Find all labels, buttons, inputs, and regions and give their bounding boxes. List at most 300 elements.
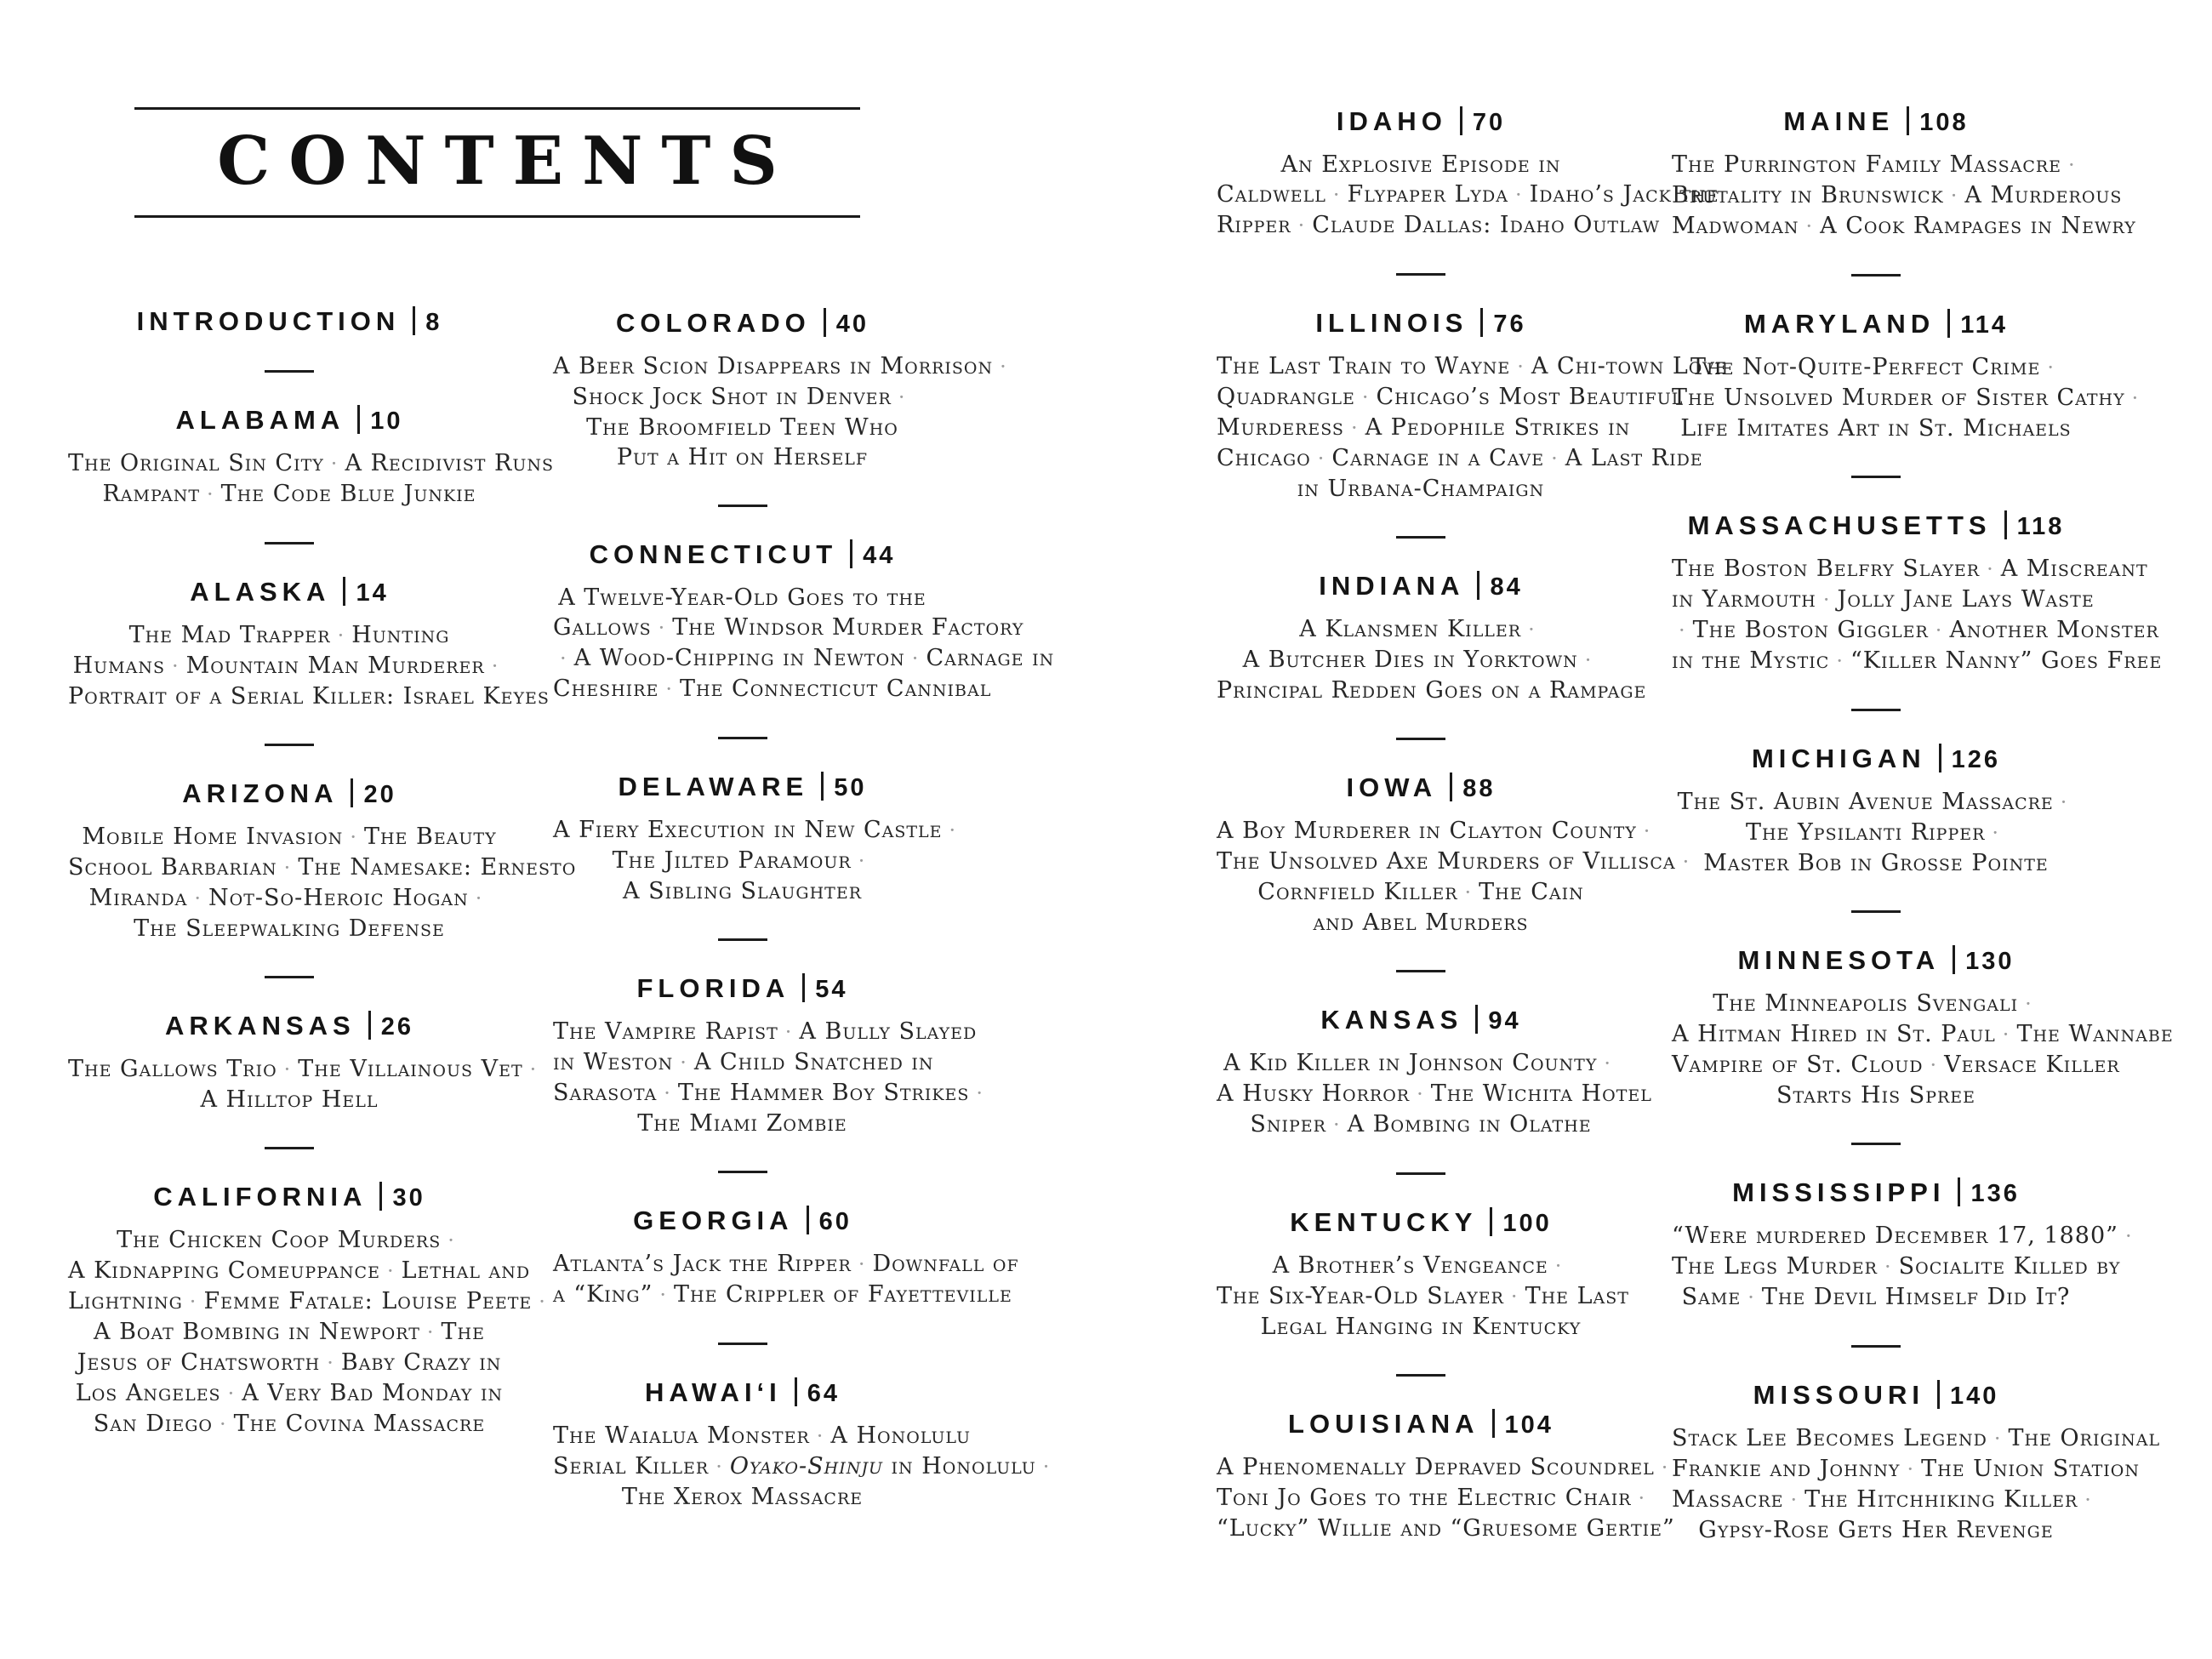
toc-section-introduction [68,306,510,338]
chapter-line [1672,848,2080,878]
italic-chapter-title: Oyako-Shinju [729,1453,883,1479]
chapter-title: Mountain Man Murderer [185,653,485,679]
chapter-line [1217,908,1625,938]
chapter-title: The Purrington Family Massacre [1672,151,2062,178]
chapter-title: The Broomfield Teen Who [586,414,898,441]
chapter-line [1217,210,1661,241]
separator-dot-icon: · [189,1290,197,1314]
section-divider [1396,1172,1445,1175]
separator-dot-icon: · [1350,416,1359,440]
chapter-title: Sniper [1250,1111,1326,1137]
separator-dot-icon: · [1514,183,1523,207]
chapter-line [553,351,1007,382]
chapter-list [68,1054,538,1115]
toc-section-california [68,1182,546,1440]
section-page-number: 40 [835,311,869,338]
toc-section-florida [553,973,984,1138]
heading-divider-bar-icon [343,577,345,606]
section-divider [265,542,314,544]
section-divider [1851,1143,1901,1145]
chapter-title: Massacre [1672,1486,1784,1513]
chapter-title: Carnage in a Cave [1331,445,1545,471]
toc-section-delaware [553,772,957,906]
section-heading [68,1182,510,1213]
heading-divider-bar-icon [1475,1005,1478,1034]
chapter-title: Versace Killer [1944,1052,2120,1078]
section-divider [1851,274,1901,276]
chapter-title: The Unsolved Axe Murders of Villisca [1217,848,1676,875]
separator-dot-icon: · [2060,790,2068,814]
chapter-list [1672,989,2174,1110]
section-heading [1217,571,1625,602]
chapter-line [553,1078,984,1109]
state-name: ALASKA [190,577,331,607]
contents-title-block [134,107,860,218]
separator-dot-icon: · [1950,184,1958,208]
chapter-line [1672,646,2163,676]
heading-divider-bar-icon [1450,772,1452,801]
chapter-title: The Devil Himself Did It? [1761,1284,2071,1310]
heading-divider-bar-icon [368,1011,371,1040]
chapter-title: The Wannabe [2016,1021,2174,1047]
chapter-list [553,351,1007,472]
chapter-title: Gypsy-Rose Gets Her Revenge [1698,1517,2054,1543]
chapter-line [68,448,554,479]
heading-divider-bar-icon [1958,1177,1960,1206]
chapter-title: The Six-Year-Old Slayer [1217,1283,1504,1309]
chapter-title: Caldwell [1217,181,1326,208]
chapter-list [553,583,1055,704]
section-heading [1672,510,2080,542]
state-name: COLORADO [615,308,811,338]
separator-dot-icon: · [1790,1488,1799,1512]
chapter-line [553,613,1024,643]
section-divider [265,1147,314,1149]
chapter-title: A Husky Horror [1217,1080,1411,1107]
section-heading [553,1377,932,1409]
chapter-title: Madwoman [1672,213,1799,239]
chapter-title: School Barbarian [68,854,277,881]
separator-dot-icon: · [1884,1255,1892,1279]
separator-dot-icon: · [1528,618,1536,641]
chapter-title: The Cain [1479,879,1584,905]
section-heading [1217,772,1625,804]
section-page-number: 20 [363,781,396,808]
chapter-title: The Boston Belfry Slayer [1672,556,1981,582]
chapter-line [68,914,510,944]
section-heading [1672,106,2080,138]
separator-dot-icon: · [1661,1456,1669,1479]
chapter-line [68,1317,510,1348]
section-page-number: 14 [356,579,389,607]
chapter-line [553,643,1055,674]
separator-dot-icon: · [784,1020,793,1044]
separator-dot-icon: · [1361,385,1370,409]
chapter-title: A Cook Rampages in Newry [1820,213,2136,239]
section-page-number: 104 [1504,1411,1554,1439]
chapter-line [1217,474,1625,504]
chapter-line [1672,554,2148,584]
separator-dot-icon: · [1517,355,1525,379]
state-name: CONNECTICUT [589,539,838,569]
chapter-line [1217,1281,1629,1312]
separator-dot-icon: · [1987,557,1994,581]
chapter-title: Put a Hit on Herself [616,444,869,470]
separator-dot-icon: · [350,825,357,849]
chapter-list [1217,1048,1652,1140]
separator-dot-icon: · [1417,1082,1424,1106]
chapter-title: San Diego [93,1411,213,1437]
chapter-list [68,448,554,510]
chapter-title: The Last Train to Wayne [1217,353,1511,379]
state-name: MARYLAND [1743,309,1936,339]
chapter-title: in Weston [553,1049,674,1075]
state-name: INTRODUCTION [136,306,401,336]
separator-dot-icon: · [2002,1023,2010,1046]
chapter-title: Starts His Spree [1776,1082,1976,1109]
chapter-title: A Kidnapping Comeuppance [68,1257,380,1284]
chapter-title: and Abel Murders [1313,909,1529,936]
chapter-title: The Namesake: Ernesto [298,854,577,881]
section-heading [1217,1207,1625,1239]
section-page-number: 100 [1502,1210,1552,1237]
chapter-line [68,1256,531,1286]
toc-section-alaska [68,577,550,711]
toc-section-hawai-i [553,1377,1051,1512]
chapter-list [1672,150,2136,242]
chapter-title: Downfall of [872,1251,1019,1277]
separator-dot-icon: · [219,1412,227,1436]
chapter-line [68,1286,546,1317]
section-page-number: 126 [1951,746,2001,773]
separator-dot-icon: · [2025,992,2032,1016]
section-page-number: 76 [1493,311,1526,338]
separator-dot-icon: · [1679,619,1686,642]
chapter-line [1672,1454,2141,1485]
chapter-line [1217,1312,1625,1342]
chapter-title: Cornfield Killer [1257,879,1458,905]
toc-section-arizona [68,778,577,944]
state-name: MICHIGAN [1751,744,1926,773]
state-name: ARIZONA [182,778,339,808]
chapter-title: The Crippler of Fayetteville [674,1281,1012,1308]
section-divider [718,1171,767,1173]
chapter-title: Not-So-Heroic Hogan [208,885,469,911]
separator-dot-icon: · [664,1081,671,1105]
chapter-line [68,1054,538,1085]
chapter-list [553,815,957,906]
section-divider [1851,709,1901,711]
chapter-title: The Last [1525,1283,1629,1309]
separator-dot-icon: · [2068,153,2076,177]
chapter-line [1217,413,1631,443]
chapter-title: The Beauty [363,824,497,850]
chapter-line [1217,1048,1625,1079]
chapter-title: A Sibling Slaughter [623,878,862,904]
state-name: MISSOURI [1753,1380,1924,1410]
chapter-title: A Recidivist Runs [345,450,554,476]
chapter-title: Los Angeles [75,1380,221,1406]
chapter-line [553,1249,1019,1280]
toc-section-kentucky [1217,1207,1629,1342]
section-page-number: 140 [1949,1382,1999,1410]
chapter-title: A Twelve-Year-Old Goes to the [558,584,926,611]
chapter-line [1672,1221,2133,1251]
chapter-title: The Original [2008,1425,2161,1451]
chapter-title: Life Imitates Art in St. Michaels [1680,415,2072,442]
separator-dot-icon: · [1993,1427,2002,1451]
chapter-title: Frankie and Johnny [1672,1456,1901,1482]
chapter-title: Socialite Killed by [1898,1253,2121,1280]
chapter-line [1672,352,2080,383]
heading-divider-bar-icon [850,539,852,568]
separator-dot-icon: · [2084,1488,2092,1512]
chapter-list [1672,787,2080,878]
separator-dot-icon: · [1805,214,1814,238]
toc-section-colorado [553,308,1007,472]
section-page-number: 54 [815,976,848,1003]
chapter-title: The Xerox Massacre [621,1484,864,1510]
chapter-list [553,1249,1019,1310]
section-heading [553,973,932,1005]
separator-dot-icon: · [1682,850,1690,874]
chapter-list [1672,1221,2133,1313]
chapter-line [1217,877,1625,908]
heading-divider-bar-icon [1480,308,1483,337]
chapter-line [68,822,510,852]
heading-divider-bar-icon [802,973,805,1002]
toc-column-1 [68,306,577,1440]
state-name: HAWAI‘I [644,1377,782,1407]
chapter-line [1672,1485,2092,1515]
chapter-title: An Explosive Episode in [1280,151,1561,178]
section-page-number: 60 [818,1208,852,1235]
chapter-line [68,852,577,883]
state-name: MASSACHUSETTS [1687,510,1992,540]
chapter-line [68,1085,510,1115]
separator-dot-icon: · [1554,1254,1563,1278]
section-heading [1672,1177,2080,1209]
separator-dot-icon: · [659,1283,668,1307]
separator-dot-icon: · [172,654,180,678]
chapter-title: A Child Snatched in [693,1049,934,1075]
section-page-number: 94 [1488,1007,1521,1035]
toc-section-maryland [1672,309,2140,443]
chapter-line [1217,1079,1652,1109]
chapter-line [1672,1515,2080,1545]
heading-divider-bar-icon [413,306,415,335]
section-page-number: 88 [1462,775,1496,802]
section-page-number: 114 [1960,311,2009,339]
toc-section-michigan [1672,744,2080,878]
heading-divider-bar-icon [1492,1409,1495,1438]
state-name: CALIFORNIA [153,1182,368,1211]
chapter-line [1672,1423,2161,1454]
chapter-list [1217,150,1719,241]
heading-divider-bar-icon [357,405,360,434]
chapter-title: Lightning [68,1288,183,1314]
state-name: DELAWARE [618,772,809,801]
chapter-line [553,442,932,472]
state-name: MINNESOTA [1737,945,1941,975]
chapter-title: The Not-Quite-Perfect Crime [1690,354,2041,380]
toc-column-4 [1672,106,2174,1545]
chapter-line [553,1017,978,1047]
chapter-title: Humans [72,653,166,679]
chapter-line [553,846,932,876]
separator-dot-icon: · [1992,821,2000,845]
chapter-title: A Last Ride [1565,445,1703,471]
chapter-title: The Connecticut Cannibal [680,676,992,702]
chapter-line [1217,1109,1625,1140]
chapter-title: Murderess [1217,414,1344,441]
section-divider [1851,910,1901,913]
toc-section-minnesota [1672,945,2174,1110]
chapter-title: Legal Hanging in Kentucky [1260,1314,1582,1340]
chapter-list [1217,1251,1629,1342]
chapter-title: Gallows [553,614,652,641]
chapter-title: Rampant [102,481,201,507]
chapter-title: A Very Bad Monday in [242,1380,504,1406]
toc-section-mississippi [1672,1177,2133,1313]
chapter-line [553,382,932,413]
heading-divider-bar-icon [1907,106,1909,135]
chapter-title: Atlanta’s Jack the Ripper [553,1251,852,1277]
chapter-title: Carnage in [926,645,1055,671]
chapter-list [553,1017,984,1138]
chapter-title: The Code Blue Junkie [220,481,476,507]
section-page-number: 50 [834,774,867,801]
chapter-list [1672,554,2163,676]
separator-dot-icon: · [898,385,906,409]
state-name: ALABAMA [175,405,345,435]
chapter-title: The Gallows Trio [68,1056,277,1082]
section-divider [1396,738,1445,740]
section-heading [553,772,932,803]
chapter-line [1217,676,1647,705]
chapter-line [68,883,510,914]
chapter-line [553,1421,971,1451]
chapter-title: The Jilted Paramour [612,847,852,874]
chapter-title: A Beer Scion Disappears in Morrison [553,353,994,379]
toc-section-idaho [1217,106,1719,241]
chapter-title: Same [1681,1284,1742,1310]
separator-dot-icon: · [1930,1053,1938,1077]
separator-dot-icon: · [858,1252,866,1276]
section-heading [68,306,510,338]
chapter-title: A Miscreant [2000,556,2148,582]
separator-dot-icon: · [1510,1285,1519,1308]
section-divider [1396,273,1445,276]
separator-dot-icon: · [1551,447,1559,470]
section-divider [718,737,767,739]
chapter-title: The Chicken Coop Murders [117,1227,442,1253]
chapter-line [1672,1282,2080,1313]
chapter-title: The [441,1319,485,1345]
separator-dot-icon: · [337,624,345,647]
chapter-line [1672,211,2136,242]
chapter-line [553,583,932,613]
chapter-line [68,1225,510,1256]
separator-dot-icon: · [194,887,202,910]
separator-dot-icon: · [715,1455,723,1479]
chapter-title: A Hitman Hired in St. Paul [1672,1021,1996,1047]
section-page-number: 118 [2016,513,2065,540]
heading-divider-bar-icon [821,772,824,801]
chapter-line [1672,1251,2121,1282]
chapter-title: The Legs Murder [1672,1253,1878,1280]
heading-divider-bar-icon [795,1377,797,1406]
chapter-line [553,1047,932,1078]
section-divider [718,1343,767,1345]
separator-dot-icon: · [911,647,920,670]
separator-dot-icon: · [1643,819,1651,843]
chapter-title: Chicago [1217,445,1311,471]
section-divider [1396,536,1445,539]
chapter-title: The Waialua Monster [553,1422,810,1449]
chapter-title: a “King” [553,1281,653,1308]
chapter-line [1217,816,1651,847]
chapter-title: The Sleepwalking Defense [134,915,445,942]
section-page-number: 30 [392,1184,425,1211]
chapter-line [1217,614,1625,645]
chapter-title: A Honolulu [830,1422,971,1449]
toc-column-2 [553,308,1055,1512]
separator-dot-icon: · [665,677,674,701]
section-page-number: 10 [370,408,403,435]
heading-divider-bar-icon [2004,510,2007,539]
toc-section-indiana [1217,571,1647,705]
chapter-line [1217,1452,1669,1483]
chapter-title: A Fiery Execution in New Castle [553,817,943,843]
chapter-title: Master Bob in Grosse Pointe [1703,850,2049,876]
separator-dot-icon: · [1638,1486,1646,1510]
chapter-line [1672,1050,2120,1080]
toc-section-missouri [1672,1380,2161,1545]
chapter-list [68,1225,546,1440]
chapter-list [1672,1423,2161,1545]
section-heading [553,1206,932,1237]
chapter-title: Ripper [1217,212,1291,238]
chapter-line [1672,413,2080,443]
section-page-number: 44 [863,542,896,569]
separator-dot-icon: · [426,1320,435,1344]
heading-divider-bar-icon [1937,1380,1940,1409]
state-name: INDIANA [1319,571,1465,601]
separator-dot-icon: · [283,856,292,880]
state-name: IOWA [1346,772,1438,802]
chapter-line [1217,150,1625,180]
separator-dot-icon: · [1332,183,1341,207]
separator-dot-icon: · [560,647,567,670]
separator-dot-icon: · [1747,1286,1755,1309]
chapter-line [1217,645,1625,676]
section-heading [1672,744,2080,775]
heading-divider-bar-icon [1953,945,1955,974]
separator-dot-icon: · [1297,214,1306,237]
separator-dot-icon: · [1604,1052,1612,1075]
chapter-title: A Bully Slayed [799,1018,978,1045]
toc-section-illinois [1217,308,1728,504]
chapter-line [1217,382,1684,413]
chapter-title: Another Monster [1949,617,2159,643]
heading-divider-bar-icon [1460,106,1462,135]
separator-dot-icon: · [1317,447,1325,470]
chapter-list [1217,816,1690,938]
chapter-title: The Union Station [1921,1456,2141,1482]
separator-dot-icon: · [448,1229,455,1252]
chapter-title: A Wood-Chipping in Newton [573,645,905,671]
